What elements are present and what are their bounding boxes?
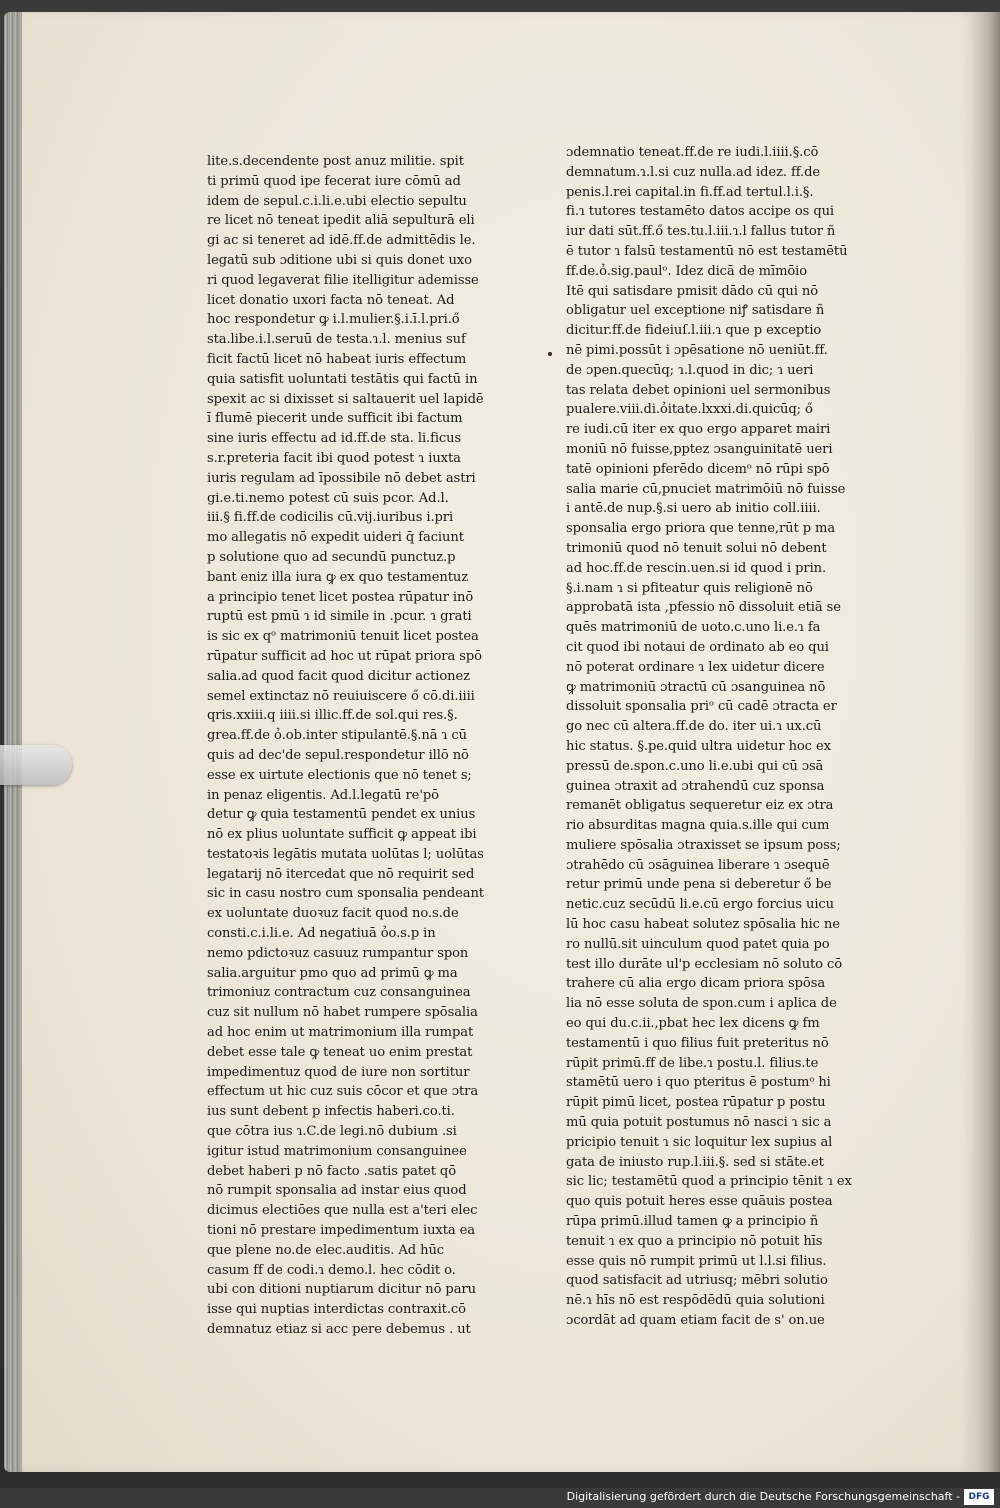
text-line: iuris regulam ad īpossibile nō debet astri	[207, 470, 476, 486]
text-line: lū hoc casu habeat solutez spōsalia hic ne	[566, 917, 840, 933]
text-line: nemo pdictoꝛuz casuuz rumpantur spon	[207, 945, 469, 961]
text-line: hoc respondetur ꝙ i.l.mulier.§.i.ī.l.pri.ő	[207, 312, 460, 328]
text-line: gata de iniusto rup.l.iii.§. sed si stāte.et	[566, 1154, 824, 1170]
text-line: que plene no.de elec.auditis. Ad hūc	[207, 1242, 445, 1258]
text-line: i antē.de nup.§.si uero ab initio coll.iiii.	[566, 501, 821, 517]
text-line: mo allegatis nō expedit uideri q̄ faciunt	[207, 530, 464, 546]
text-line: consti.c.i.li.e. Ad negatiuā ỏo.s.p in	[207, 926, 436, 942]
text-line: salia.arguitur pmo quo ad primū ꝙ ma	[207, 965, 458, 981]
text-line: penis.l.rei capital.in fi.ff.ad tertul.l.i.§.	[566, 184, 814, 200]
text-line: trimoniū quod nō tenuit solui nō debent	[566, 540, 827, 556]
text-line: quo quis potuit heres esse quāuis postea	[566, 1194, 833, 1210]
text-line: ius sunt debent p infectis haberi.co.ti.	[207, 1104, 455, 1120]
text-line: salia.ad quod facit quod dicitur actionez	[207, 668, 470, 684]
text-line: quēs matrimoniū de uoto.c.uno li.e.ɿ fa	[566, 620, 821, 636]
text-line: re licet nō teneat ipedit aliā sepulturā eli	[207, 213, 475, 229]
text-line: bant eniz illa iura ꝙ ex quo testamentuz	[207, 569, 468, 585]
text-line: §.i.nam ɿ si pfiteatur quis religionē nō	[566, 580, 813, 596]
text-line: quia satisfit uoluntati testātis qui factū in	[207, 371, 478, 387]
text-line: iur dati sūt.ff.ő tes.tu.l.iii.ɿ.l fallus tutor ñ	[566, 224, 836, 240]
text-line: sponsalia ergo priora que tenne,rūt p ma	[566, 521, 836, 537]
text-line: ro nullū.sit uinculum quod patet quia po	[566, 936, 830, 952]
text-line: legatū sub ɔditione ubi si quis donet uxo	[207, 252, 472, 268]
text-line: isse qui nuptias interdictas contraxit.cō	[207, 1302, 466, 1318]
text-line: de ɔpen.quecūq; ɿ.l.quod in dic; ɿ ueri	[566, 362, 814, 378]
text-line: que cōtra ius ɿ.C.de legi.nō dubium .si	[207, 1124, 457, 1140]
page-gutter-shadow	[974, 12, 1000, 1472]
text-line: nē.ɿ hīs nō est respōdēdū quia solutioni	[566, 1293, 825, 1309]
text-line: ubi con ditioni nuptiarum dicitur nō paru	[207, 1282, 476, 1298]
text-line: p solutione quo ad secundū punctuz.p	[207, 549, 456, 565]
text-line: salia marie cū,pnuciet matrimōiū nō fuisse	[566, 481, 846, 497]
text-line: ruptū est pmū ɿ id simile in .pcur. ɿ grati	[207, 609, 472, 625]
text-line: rūpa primū.illud tamen ꝙ a principio ñ	[566, 1214, 819, 1230]
text-line: semel extinctaz nō reuiuiscere ő cō.di.iiii	[207, 688, 475, 704]
text-line: casum ff de codi.ɿ demo.l. hec cōdit o.	[207, 1262, 456, 1278]
text-line: hic status. §.pe.quid ultra uidetur hoc ex	[566, 738, 831, 754]
text-line: gi ac si teneret ad idē.ff.de admittēdis le.	[207, 233, 476, 249]
text-line: nō ex plius uoluntate sufficit ꝙ appeat ibi	[207, 827, 477, 843]
text-line: Itē qui satisdare pmisit dādo cū qui nō	[566, 283, 819, 299]
text-line: dissoluit sponsalia priᵒ cū cadē ɔtracta er	[566, 699, 837, 715]
text-line: dicimus electiōes que nulla est a'teri elec	[207, 1203, 478, 1219]
text-line: impedimentuz quod de iure non sortitur	[207, 1064, 470, 1080]
text-line: idem de sepul.c.i.li.e.ubi electio sepultu	[207, 193, 467, 209]
text-line: spexit ac si dixisset si saltauerit uel lapidē	[207, 391, 484, 407]
text-line: iii.§ fi.ff.de codicilis cū.vij.iuribus i.pri	[207, 510, 454, 526]
text-line: remanēt obligatus sequeretur eiz ex ɔtra	[566, 798, 834, 814]
text-line: sic in casu nostro cum sponsalia pendeant	[207, 886, 484, 902]
text-line: quod satisfacit ad utriusq; mēbri solutio	[566, 1273, 828, 1289]
text-line: debet haberi p nō facto .satis patet qō	[207, 1163, 456, 1179]
text-line: detur ꝙ quia testamentū pendet ex unius	[207, 807, 476, 823]
text-line: sine iuris effectu ad id.ff.de sta. li.ficus	[207, 431, 462, 447]
text-line: qris.xxiii.q iiii.si illic.ff.de sol.qui res.§.	[207, 708, 458, 724]
text-line: nē pimi.possūt i ɔpēsatione nō ueniūt.ff.	[566, 342, 828, 358]
text-line: rūpatur sufficit ad hoc ut rūpat priora spō	[207, 648, 482, 664]
text-line: ad hoc enim ut matrimonium illa rumpat	[207, 1025, 474, 1041]
text-line: pressū de.spon.c.uno li.e.ubi qui cū ɔsā	[566, 758, 824, 774]
text-line: re iudi.cū iter ex quo ergo apparet mairi	[566, 422, 831, 438]
text-line: sta.libe.i.l.seruū de testa.ɿ.l. menius suf	[207, 332, 466, 348]
text-line: grea.ff.de ỏ.ob.inter stipulantē.§.nā ɿ cū	[207, 728, 467, 744]
text-line: testamentū i quo filius fuit preteritus nō	[566, 1035, 829, 1051]
text-line: retur primū unde pena si deberetur ő be	[566, 877, 832, 893]
text-line: tas relata debet opinioni uel sermonibus	[566, 382, 831, 398]
text-line: nō rumpit sponsalia ad instar eius quod	[207, 1183, 467, 1199]
ink-mark	[548, 352, 552, 356]
text-line: ē tutor ɿ falsū testamentū nō est testamētū	[566, 243, 848, 259]
text-line: rūpit pimū licet, postea rūpatur p postu	[566, 1095, 826, 1111]
text-line: obligatur uel exceptione niꝭ satisdare ñ	[566, 303, 825, 319]
text-line: ɔdemnatio teneat.ff.de re iudi.l.iiii.§.cō	[566, 145, 819, 160]
text-line: rio absurditas magna quia.s.ille qui cum	[566, 818, 830, 834]
dfg-credit-text: Digitalisierung gefördert durch die Deutsche Forschungsgemeinschaft -	[566, 1490, 960, 1503]
text-line: trimoniuz contractum cuz consanguinea	[207, 985, 471, 1001]
text-line: stamētū uero i quo pteritus ē postumᵒ hi	[566, 1075, 831, 1091]
text-line: ꝙ matrimoniū ɔtractū cū ɔsanguinea nō	[566, 679, 826, 695]
text-column-right	[566, 143, 861, 1331]
text-line: test illo durāte ul'p ecclesiam nō soluto cō	[566, 956, 843, 972]
text-line: approbatā ista ,pfessio nō dissoluit etiā se	[566, 600, 841, 616]
text-line: ex uoluntate duoꝛuz facit quod no.s.de	[207, 906, 459, 922]
text-line: licet donatio uxori facta nō teneat. Ad	[207, 292, 455, 308]
text-line: go nec cū altera.ff.de do. iter ui.ɿ ux.cū	[566, 719, 822, 735]
text-line: in penaz eligentis. Ad.l.legatū re'pō	[207, 787, 439, 803]
text-line: netic.cuz secūdū li.e.cū ergo forcius uicu	[566, 897, 834, 913]
text-line: moniū nō fuisse,pptez ɔsanguinitatē ueri	[566, 441, 833, 457]
text-line: lite.s.decendente post anuz militie. spit	[207, 154, 464, 169]
text-line: mū quia potuit postumus nō nasci ɿ sic a	[566, 1115, 832, 1131]
text-line: tatē opinioni pferēdo dicemᵒ nō rūpi spō	[566, 461, 830, 477]
text-line: ti primū quod ipe fecerat iure cōmū ad	[207, 173, 461, 189]
text-line: a principio tenet licet postea rūpatur inō	[207, 589, 474, 605]
text-line: demnatum.ɿ.l.si cuz nulla.ad idez. ff.de	[566, 164, 821, 180]
text-line: s.r.preteria facit ibi quod potest ɿ iuxta	[207, 450, 461, 466]
text-line: tenuit ɿ ex quo a principio nō potuit hīs	[566, 1233, 823, 1249]
text-line: cit quod ibi notaui de ordinato ab eo qui	[566, 639, 829, 655]
text-column-left	[207, 152, 492, 1340]
dfg-logo-icon: DFG	[964, 1489, 994, 1505]
text-line: muliere spōsalia ɔtraxisset se ipsum poss;	[566, 837, 841, 853]
page-holder-clip	[0, 745, 72, 785]
text-line: cuz sit nullum nō habet rumpere spōsalia	[207, 1005, 478, 1021]
text-line: ficit factū licet nō habeat iuris effectum	[207, 351, 467, 367]
text-line: esse ex uirtute electionis que nō tenet s;	[207, 767, 472, 783]
text-line: ī flumē piecerit unde sufficit ibi factum	[207, 411, 463, 427]
text-line: esse quis nō rumpit primū ut l.l.si filius.	[566, 1253, 827, 1269]
text-line: eo qui du.c.ii.,pbat hec lex dicens ꝙ fm	[566, 1016, 820, 1032]
text-line: trahere cū alia ergo dicam priora spōsa	[566, 976, 826, 992]
text-line: pualere.viii.di.ỏitate.lxxxi.di.quicūq; ő	[566, 402, 813, 418]
text-line: ɔcordāt ad quam etiam facit de s' on.ue	[566, 1313, 825, 1329]
text-line: tioni nō prestare impedimentum iuxta ea	[207, 1223, 476, 1239]
text-line: nō poterat ordinare ɿ lex uidetur dicere	[566, 659, 825, 675]
text-line: testatoꝛis legātis mutata uolūtas l; uolūtas	[207, 846, 484, 862]
text-line: guinea ɔtraxit ad ɔtrahendū cuz sponsa	[566, 778, 825, 794]
text-line: dicitur.ff.de fideiuſ.l.iii.ɿ que p exceptio	[566, 323, 822, 339]
text-line: quis ad dec'de sepul.respondetur illō nō	[207, 747, 469, 763]
text-line: ad hoc.ff.de rescin.uen.si id quod i prin.	[566, 560, 827, 576]
text-line: rūpit primū.ff de libe.ɿ postu.l. filius.te	[566, 1055, 819, 1071]
text-line: debet esse tale ꝙ teneat uo enim prestat	[207, 1044, 473, 1060]
text-line: gi.e.ti.nemo potest cū suis pcor. Ad.l.	[207, 490, 449, 506]
text-line: legatarij nō itercedat que nō requirit sed	[207, 866, 475, 882]
text-line: ff.de.ỏ.sig.paulᵒ. Idez dicā de mīmōio	[566, 263, 808, 279]
text-line: ri quod legaverat filie itelligitur ademisse	[207, 272, 479, 288]
text-line: effectum ut hic cuz suis cōcor et que ɔtra	[207, 1084, 479, 1100]
text-line: igitur istud matrimonium consanguinee	[207, 1143, 467, 1159]
text-line: sic lic; testamētū quod a principio tēnit ɿ ex	[566, 1174, 852, 1190]
text-line: fi.ɿ tutores testamēto datos accipe os qui	[566, 204, 835, 220]
text-line: pricipio tenuit ɿ sic loquitur lex supius al	[566, 1134, 833, 1150]
text-line: ɔtrahēdo cū ɔsāguinea liberare ɿ ɔsequē	[566, 857, 830, 873]
text-line: lia nō esse soluta de spon.cum i aplica de	[566, 996, 837, 1012]
text-line: demnatuz etiaz si acc pere debemus . ut	[207, 1322, 471, 1338]
text-line: is sic ex qᵒ matrimoniū tenuit licet postea	[207, 629, 479, 645]
